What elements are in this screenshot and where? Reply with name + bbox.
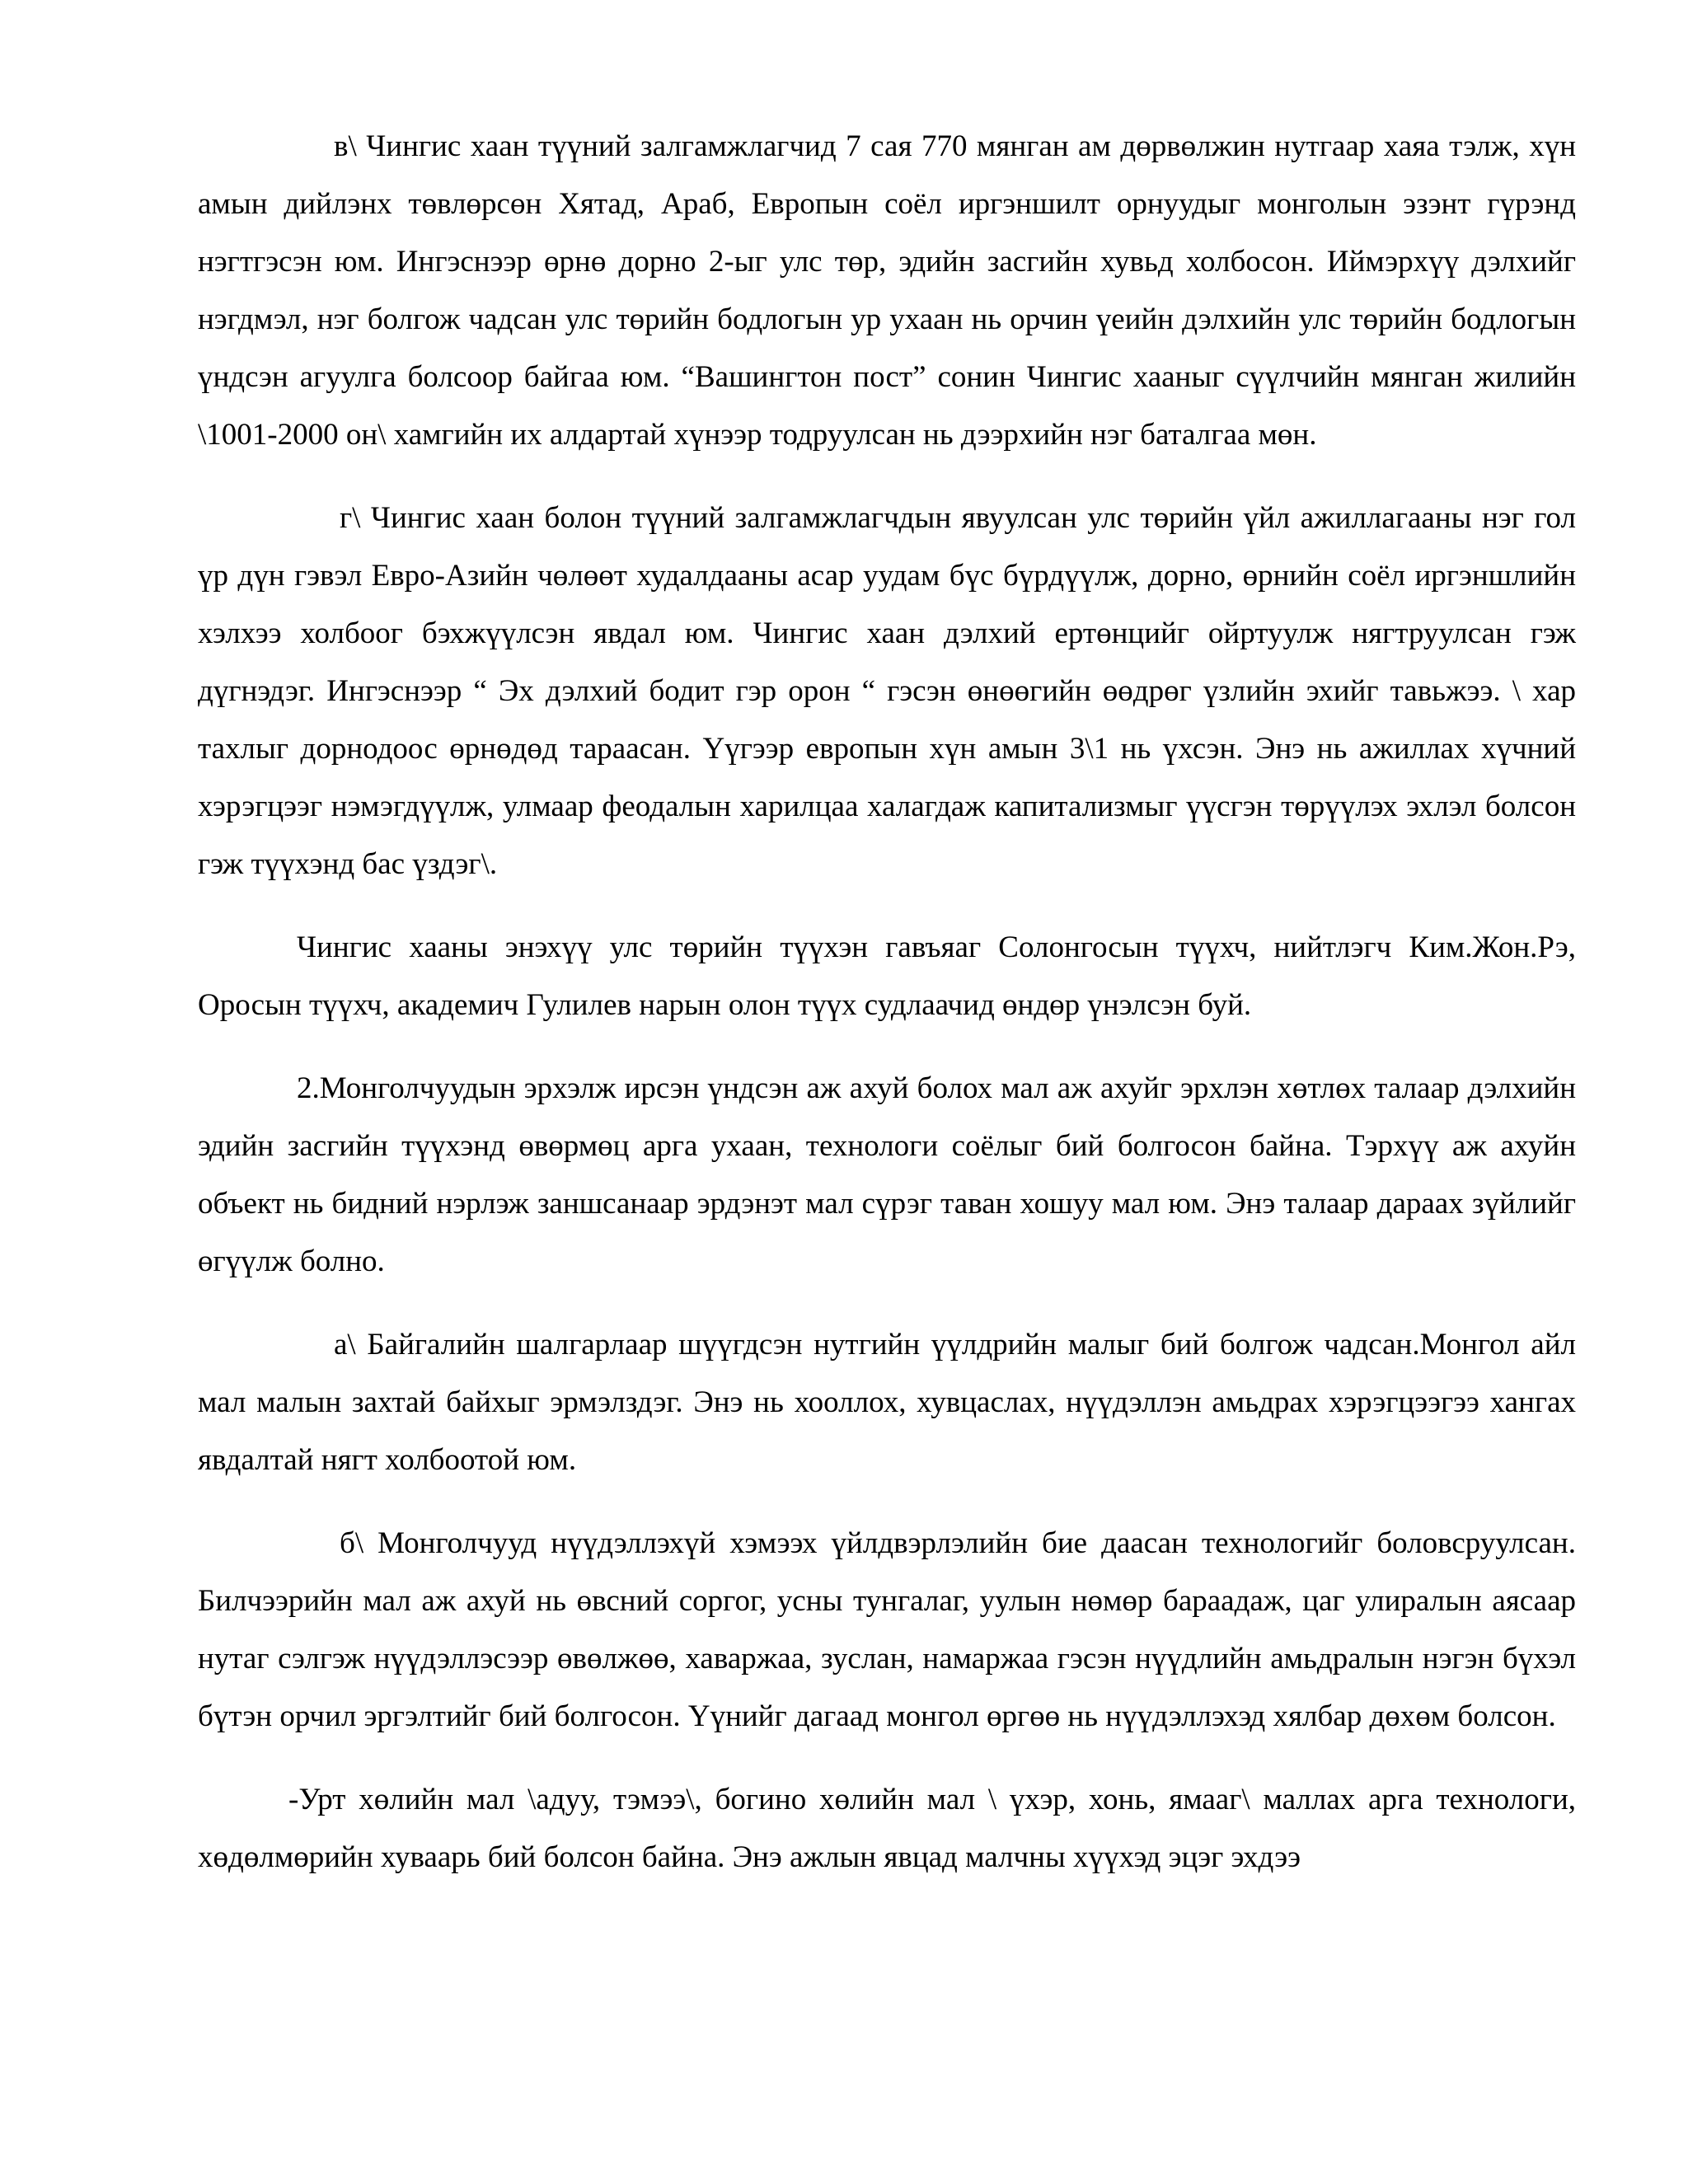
document-body xyxy=(198,118,1576,1912)
paragraph-b: б\ Монголчууд нүүдэллэхүй хэмээх үйлдвэрлэлийн бие даасан технологийг боловсруулсан. Билчээрийн мал аж ахуй нь өвсний соргог, усны тунгалаг, уулын нөмөр бараадаж, цаг улиралын аясаар нутаг сэлгэж нүүдэллэсээр өвөлжөө, хаваржаа, зуслан, намаржаа гэсэн нүүдлийн амьдралын нэгэн бүхэл бүтэн орчил эргэлтийг бий болгосон. Үүнийг дагаад монгол өргөө нь нүүдэллэхэд хялбар дөхөм болсон. xyxy=(198,1526,1576,1733)
paragraph-v: в\ Чингис хаан түүний залгамжлагчид 7 сая 770 мянган ам дөрвөлжин нутгаар хаяа тэлж, хүн амын дийлэнх төвлөрсөн Хятад, Араб, Европын соёл иргэншилт орнуудыг монголын эзэнт гүрэнд нэгтгэсэн юм. Ингэснээр өрнө дорно 2-ыг улс төр, эдийн засгийн хувьд холбосон. Иймэрхүү дэлхийг нэгдмэл, нэг болгож чадсан улс төрийн бодлогын ур ухаан нь орчин үеийн дэлхийн улс төрийн бодлогын үндсэн агуулга болсоор байгаа юм. “Вашингтон пост” сонин Чингис хааныг сүүлчийн мянган жилийн \1001-2000 он\ хамгийн их алдартай хүнээр тодруулсан нь дээрхийн нэг баталгаа мөн. xyxy=(198,129,1576,452)
paragraph-long-legged-livestock: -Урт хөлийн мал \адуу, тэмээ\, богино хөлийн мал \ үхэр, хонь, ямааг\ маллах арга технологи, хөдөлмөрийн хуваарь бий болсон байна. Энэ ажлын явцад малчны хүүхэд эцэг эхдээ xyxy=(198,1783,1576,1874)
paragraph-chinggis-legacy: Чингис хааны энэхүү улс төрийн түүхэн гавъяаг Солонгосын түүхч, нийтлэгч Ким.Жон.Рэ, Оросын түүхч, академич Гулилев нарын олон түүх судлаачид өндөр үнэлсэн буй. xyxy=(198,930,1576,1022)
paragraph-a: а\ Байгалийн шалгарлаар шүүгдсэн нутгийн үүлдрийн малыг бий болгож чадсан.Монгол айл мал малын захтай байхыг эрмэлздэг. Энэ нь хооллох, хувцаслах, нүүдэллэн амьдрах хэрэгцээгээ хангах явдалтай нягт холбоотой юм. xyxy=(198,1328,1576,1477)
paragraph-g: г\ Чингис хаан болон түүний залгамжлагчдын явуулсан улс төрийн үйл ажиллагааны нэг гол үр дүн гэвэл Евро-Азийн чөлөөт худалдааны асар уудам бүс бүрдүүлж, дорно, өрнийн соёл иргэншлийн хэлхээ холбоог бэхжүүлсэн явдал юм. Чингис хаан дэлхий ертөнцийг ойртуулж нягтруулсан гэж дүгнэдэг. Ингэснээр “ Эх дэлхий бодит гэр орон “ гэсэн өнөөгийн өөдрөг үзлийн эхийг тавьжээ. \ хар тахлыг дорнодоос өрнөдөд тараасан. Үүгээр европын хүн амын 3\1 нь үхсэн. Энэ нь ажиллах хүчний хэрэгцээг нэмэгдүүлж, улмаар феодалын харилцаа халагдаж капитализмыг үүсгэн төрүүлэх эхлэл болсон гэж түүхэнд бас үздэг\. xyxy=(198,501,1576,881)
paragraph-section-2: 2.Монголчуудын эрхэлж ирсэн үндсэн аж ахуй болох мал аж ахуйг эрхлэн хөтлөх талаар дэлхийн эдийн засгийн түүхэнд өвөрмөц арга ухаан, технологи соёлыг бий болгосон байна. Тэрхүү аж ахуйн объект нь бидний нэрлэж заншсанаар эрдэнэт мал сүрэг таван хошуу мал юм. Энэ талаар дараах зүйлийг өгүүлж болно. xyxy=(198,1071,1576,1278)
